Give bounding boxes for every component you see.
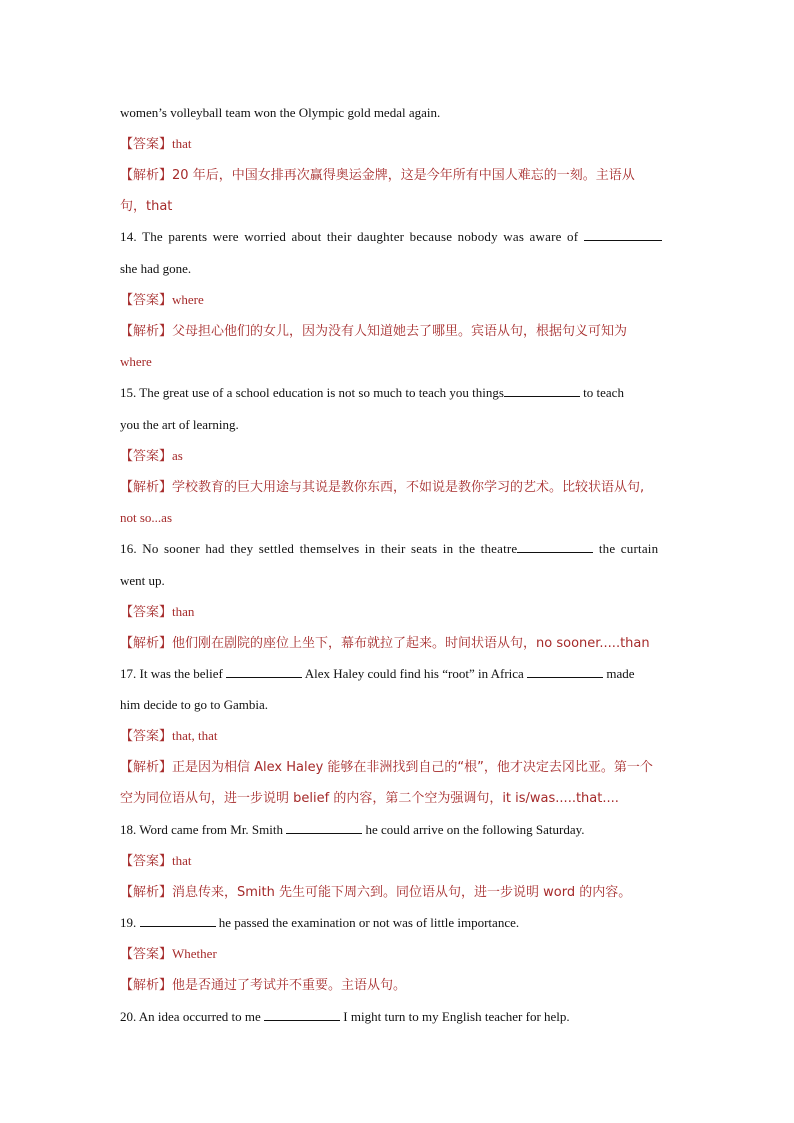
answer-19-value: Whether bbox=[172, 946, 217, 961]
analysis-19-text-1: 他是否通过了考试并不重要。主语从句。 bbox=[172, 978, 407, 993]
analysis-13-line-1 bbox=[120, 167, 680, 184]
analysis-17-text-2: 空为同位语从句，进一步说明 belief 的内容，第二个空为强调句，it is/was.....that.... bbox=[120, 791, 619, 806]
analysis-tag: 【解析】 bbox=[120, 760, 173, 775]
analysis-14-text-2: where bbox=[120, 354, 152, 369]
answer-15 bbox=[120, 448, 680, 465]
analysis-15-line-1 bbox=[120, 479, 680, 496]
answer-blank bbox=[226, 666, 302, 678]
analysis-tag: 【解析】 bbox=[120, 480, 173, 495]
answer-tag: 【答案】 bbox=[120, 293, 173, 308]
answer-blank bbox=[584, 229, 662, 241]
analysis-15-text-1: 学校教育的巨大用途与其说是教你东西，不如说是教你学习的艺术。比较状语从句, bbox=[172, 480, 645, 495]
analysis-13-text-1: 20 年后，中国女排再次赢得奥运金牌，这是今年所有中国人难忘的一刻。主语从 bbox=[172, 168, 635, 183]
answer-18-value: that bbox=[172, 853, 192, 868]
answer-16 bbox=[120, 604, 680, 621]
analysis-16-line-1 bbox=[120, 635, 680, 652]
question-13-continuation bbox=[120, 105, 680, 121]
question-17-text-a: 17. It was the belief bbox=[120, 666, 223, 681]
answer-blank bbox=[517, 541, 593, 553]
answer-17 bbox=[120, 728, 680, 745]
question-15-line-1 bbox=[120, 385, 680, 401]
question-14-line-1 bbox=[120, 229, 680, 245]
question-16-text-a: 16. No sooner had they settled themselves in their seats in the theatre bbox=[120, 541, 518, 556]
answer-blank bbox=[264, 1009, 340, 1021]
question-19-line-1 bbox=[120, 915, 680, 931]
analysis-13-line-2 bbox=[120, 198, 680, 215]
question-16-line-2 bbox=[120, 573, 680, 589]
answer-tag: 【答案】 bbox=[120, 729, 173, 744]
analysis-17-line-2 bbox=[120, 790, 680, 807]
question-17-text-d: him decide to go to Gambia. bbox=[120, 697, 269, 712]
question-18-text-a: 18. Word came from Mr. Smith bbox=[120, 822, 284, 837]
answer-tag: 【答案】 bbox=[120, 137, 173, 152]
answer-15-value: as bbox=[172, 448, 183, 463]
question-14-text-a: 14. The parents were worried about their daughter because nobody was aware of bbox=[120, 229, 579, 244]
question-18-text-b: he could arrive on the following Saturday. bbox=[365, 822, 585, 837]
question-20-line-1 bbox=[120, 1009, 680, 1025]
question-17-line-1 bbox=[120, 666, 680, 682]
question-17-line-2 bbox=[120, 697, 680, 713]
answer-blank bbox=[527, 666, 603, 678]
answer-13 bbox=[120, 136, 680, 153]
answer-blank bbox=[140, 915, 216, 927]
answer-14-value: where bbox=[172, 292, 204, 307]
analysis-tag: 【解析】 bbox=[120, 168, 173, 183]
question-16-line-1 bbox=[120, 541, 680, 557]
analysis-tag: 【解析】 bbox=[120, 636, 173, 651]
question-20-text-a: 20. An idea occurred to me bbox=[120, 1009, 261, 1024]
question-19-text-a: 19. bbox=[120, 915, 137, 930]
analysis-19-line-1 bbox=[120, 977, 680, 994]
analysis-18-text-1: 消息传来，Smith 先生可能下周六到。同位语从句，进一步说明 word 的内容。 bbox=[172, 885, 632, 900]
question-19-text-b: he passed the examination or not was of little importance. bbox=[218, 915, 520, 930]
question-17-text-c: made bbox=[606, 666, 635, 681]
answer-blank bbox=[286, 822, 362, 834]
answer-16-value: than bbox=[172, 604, 195, 619]
answer-tag: 【答案】 bbox=[120, 605, 173, 620]
answer-14 bbox=[120, 292, 680, 309]
answer-tag: 【答案】 bbox=[120, 449, 173, 464]
answer-tag: 【答案】 bbox=[120, 947, 173, 962]
answer-19 bbox=[120, 946, 680, 963]
answer-blank bbox=[504, 385, 580, 397]
question-15-text-c: you the art of learning. bbox=[120, 417, 239, 432]
answer-17-value: that, that bbox=[172, 728, 218, 743]
analysis-tag: 【解析】 bbox=[120, 978, 173, 993]
answer-18 bbox=[120, 853, 680, 870]
analysis-tag: 【解析】 bbox=[120, 324, 173, 339]
analysis-13-text-2: 句，that bbox=[120, 199, 173, 214]
question-17-text-b: Alex Haley could find his “root” in Africa bbox=[304, 666, 524, 681]
question-14-text-b: she had gone. bbox=[120, 261, 192, 276]
analysis-14-text-1: 父母担心他们的女儿，因为没有人知道她去了哪里。宾语从句，根据句义可知为 bbox=[172, 324, 628, 339]
answer-13-value: that bbox=[172, 136, 192, 151]
analysis-15-line-2 bbox=[120, 510, 680, 526]
analysis-18-line-1 bbox=[120, 884, 680, 901]
analysis-17-line-1 bbox=[120, 759, 680, 776]
analysis-15-text-2: not so...as bbox=[120, 510, 172, 525]
analysis-tag: 【解析】 bbox=[120, 885, 173, 900]
answer-tag: 【答案】 bbox=[120, 854, 173, 869]
question-14-line-2 bbox=[120, 261, 680, 277]
analysis-14-line-2 bbox=[120, 354, 680, 370]
analysis-16-text-1: 他们刚在剧院的座位上坐下，幕布就拉了起来。时间状语从句，no sooner.....than bbox=[172, 636, 650, 651]
question-16-text-b: the curtain bbox=[598, 541, 659, 556]
question-15-text-a: 15. The great use of a school education is not so much to teach you things bbox=[120, 385, 504, 400]
analysis-17-text-1: 正是因为相信 Alex Haley 能够在非洲找到自己的“根”，他才决定去冈比亚。第一个 bbox=[172, 760, 653, 775]
question-18-line-1 bbox=[120, 822, 680, 838]
question-16-text-c: went up. bbox=[120, 573, 165, 588]
question-13-text: women’s volleyball team won the Olympic gold medal again. bbox=[120, 105, 441, 120]
question-15-text-b: to teach bbox=[583, 385, 624, 400]
question-15-line-2 bbox=[120, 417, 680, 433]
question-20-text-b: I might turn to my English teacher for help. bbox=[343, 1009, 570, 1024]
analysis-14-line-1 bbox=[120, 323, 680, 340]
